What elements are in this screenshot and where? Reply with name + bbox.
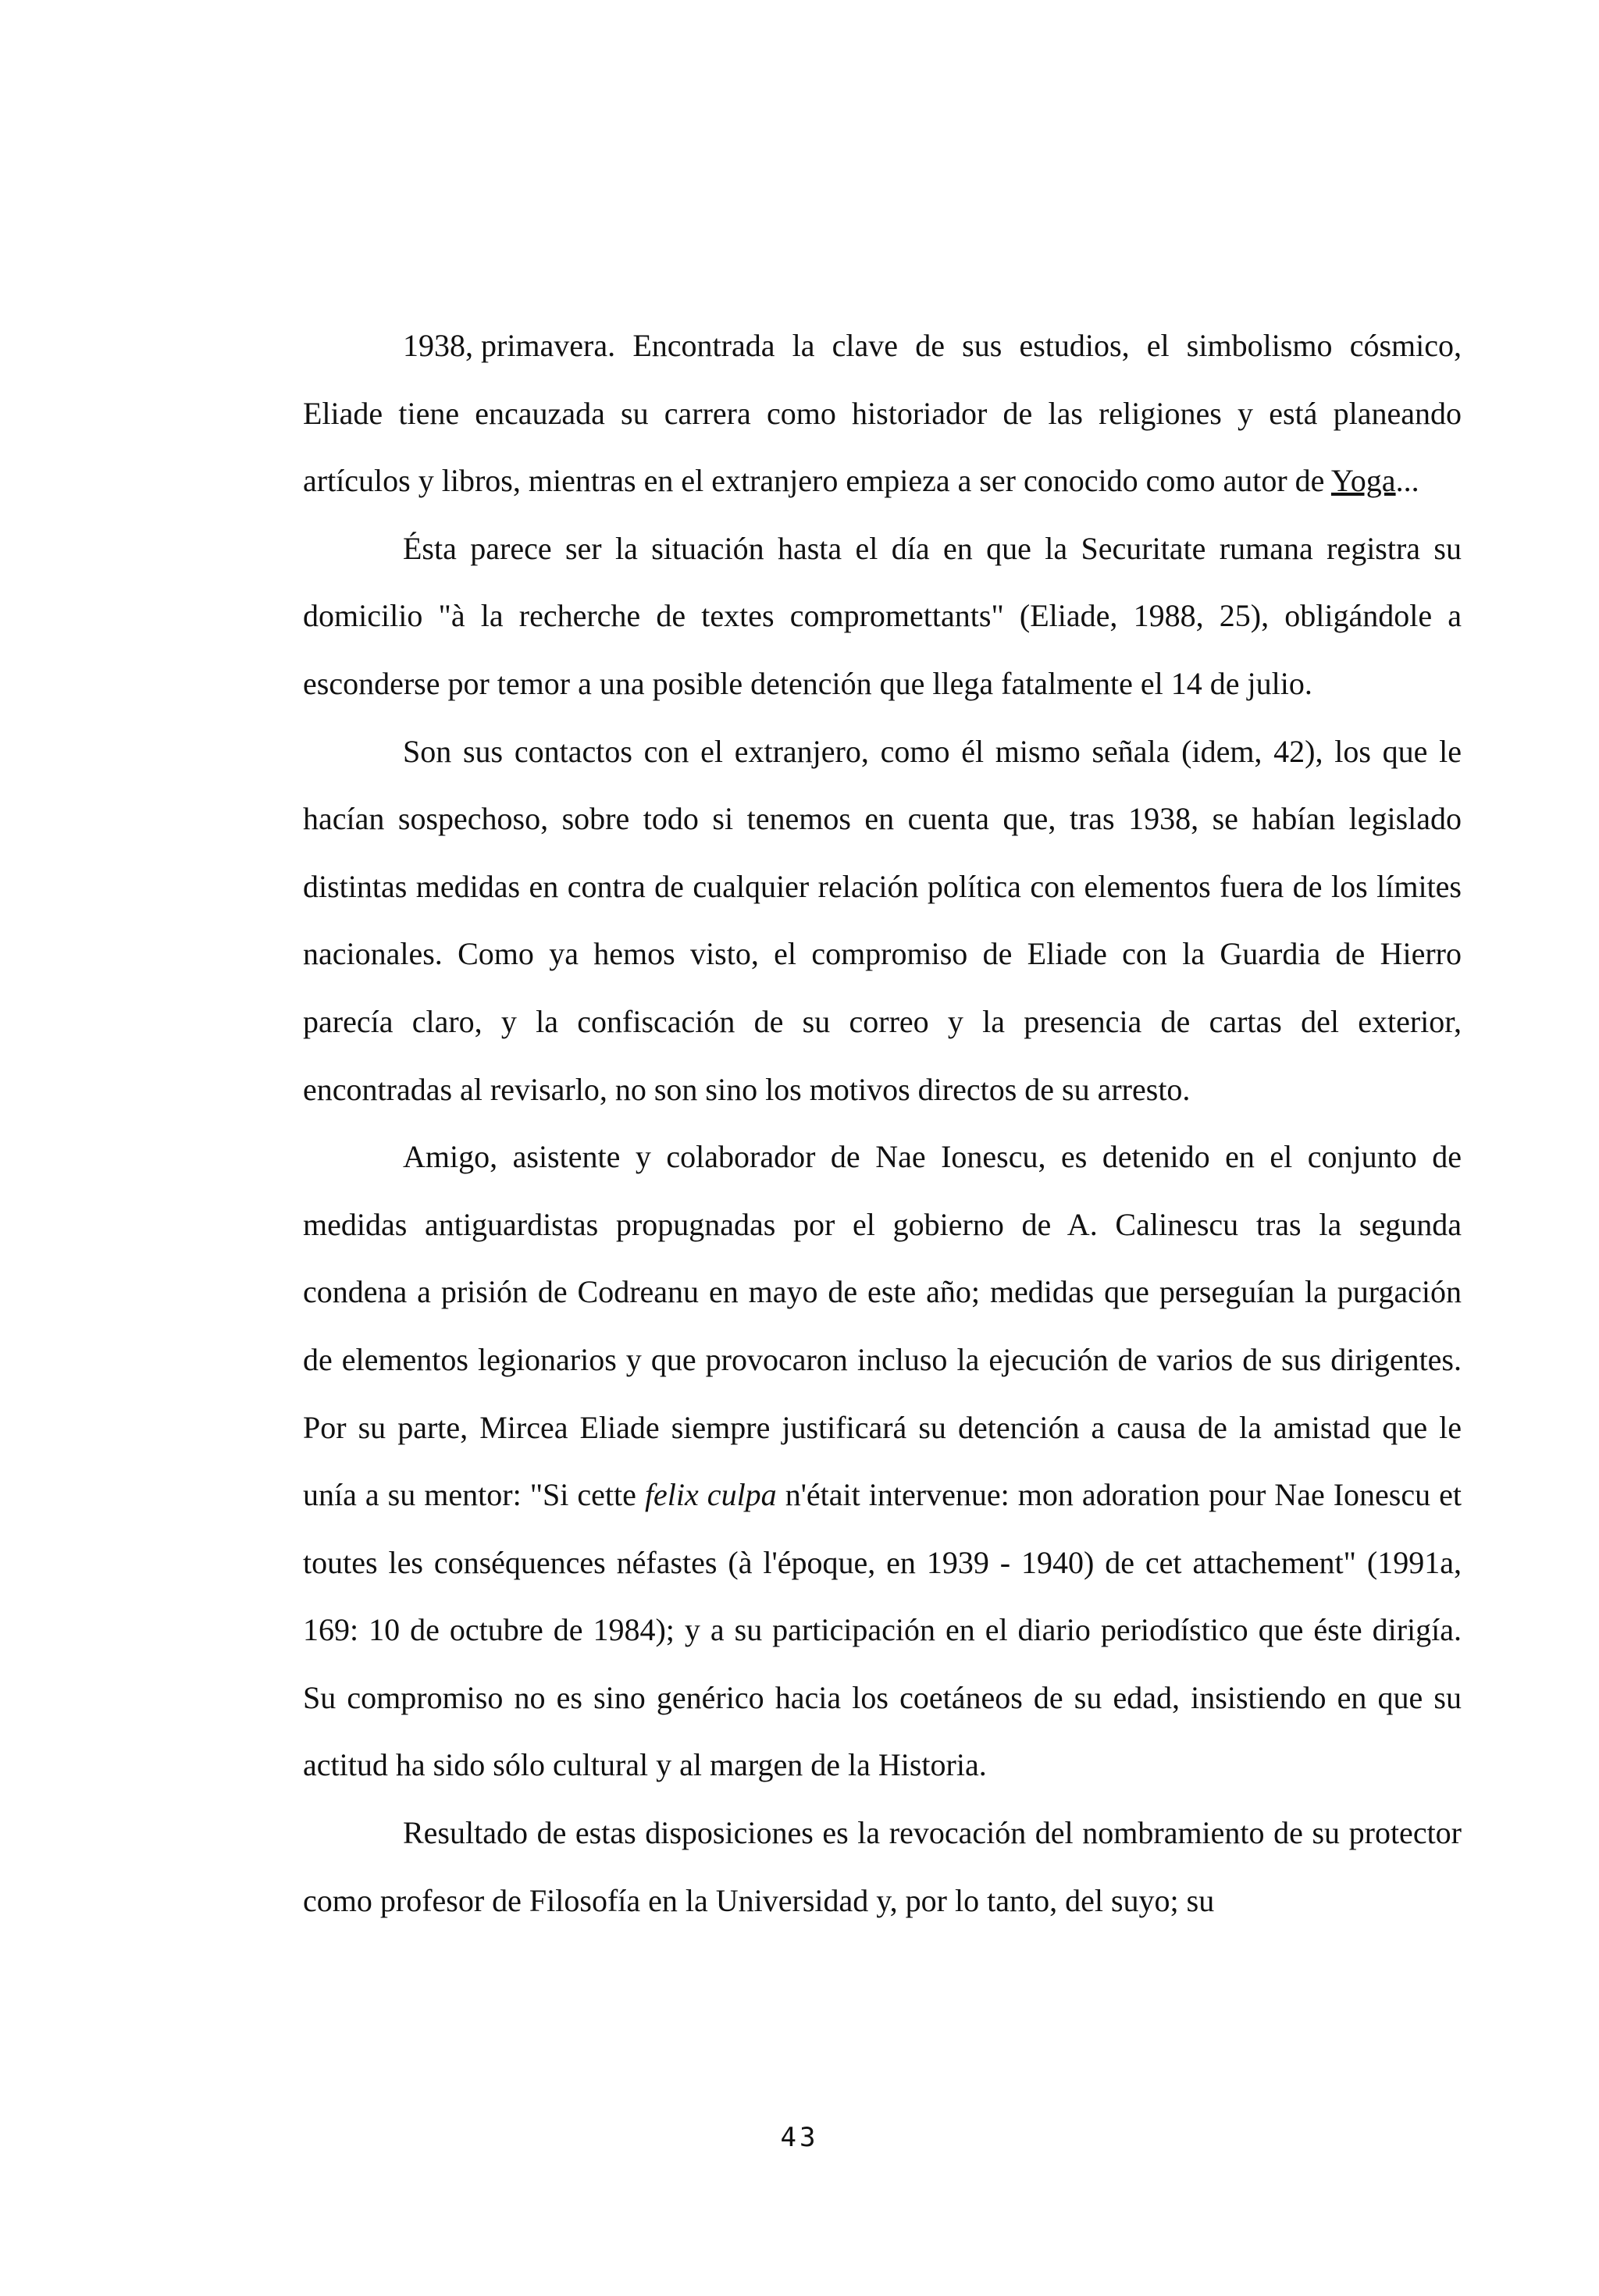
page-number: 43 xyxy=(780,2122,819,2153)
paragraph-5 xyxy=(303,1799,1462,1935)
paragraph-4-text-after: n'était intervenue: mon adoration pour Nae Ionescu et toutes les conséquences néfastes (à l'époque, en 1939 - 1940) de cet attachement" (1991a, 169: 10 de octubre de 1984); y a su participación en el diario periodístico que éste dirigía. Su compromiso no es sino genérico hacia los coetáneos de su edad, insistiendo en que su actitud ha sido sólo cultural y al margen de la Historia. xyxy=(303,1477,1462,1783)
paragraph-1 xyxy=(303,312,1462,515)
paragraph-5-text: Resultado de estas disposiciones es la revocación del nombramiento de su protector como profesor de Filosofía en la Universidad y, por lo tanto, del suyo; su xyxy=(303,1815,1462,1918)
paragraph-1-ellipsis: ... xyxy=(1395,463,1419,499)
book-title-yoga: Yoga xyxy=(1330,463,1396,499)
paragraph-1-text: Encontrada la clave de sus estudios, el simbolismo cósmico, Eliade tiene encauzada su carrera como historiador de las religiones y está planeando artículos y libros, mientras en el extranjero empieza a ser conocido como autor de xyxy=(303,328,1462,499)
paragraph-2 xyxy=(303,515,1462,718)
paragraph-3-text: Son sus contactos con el extranjero, como él mismo señala (idem, 42), los que le hacían sospechoso, sobre todo si tenemos en cuenta que, tras 1938, se habían legislado distintas medidas en contra de cualquier relación política con elementos fuera de los límites nacionales. Como ya hemos visto, el compromiso de Eliade con la Guardia de Hierro parecía claro, y la confiscación de su correo y la presencia de cartas del exterior, encontradas al revisarlo, no son sino los motivos directos de su arresto. xyxy=(303,733,1462,1107)
paragraph-2-text: Ésta parece ser la situación hasta el día en que la Securitate rumana registra su domicilio "à la recherche de textes compromettants" (Eliade, 1988, 25), obligándole a esconderse por temor a una posible detención que llega fatalmente el 14 de julio. xyxy=(303,530,1462,701)
italic-phrase: felix culpa xyxy=(644,1477,777,1513)
paragraph-3 xyxy=(303,718,1462,1124)
date-heading: 1938, primavera. xyxy=(403,328,616,363)
body-text xyxy=(303,312,1462,1935)
paragraph-4 xyxy=(303,1123,1462,1799)
paragraph-4-text-before: Amigo, asistente y colaborador de Nae Ionescu, es detenido en el conjunto de medidas antiguardistas propugnadas por el gobierno de A. Calinescu tras la segunda condena a prisión de Codreanu en mayo de este año; medidas que perseguían la purgación de elementos legionarios y que provocaron incluso la ejecución de varios de sus dirigentes. Por su parte, Mircea Eliade siempre justificará su detención a causa de la amistad que le unía a su mentor: "Si cette xyxy=(303,1139,1462,1513)
